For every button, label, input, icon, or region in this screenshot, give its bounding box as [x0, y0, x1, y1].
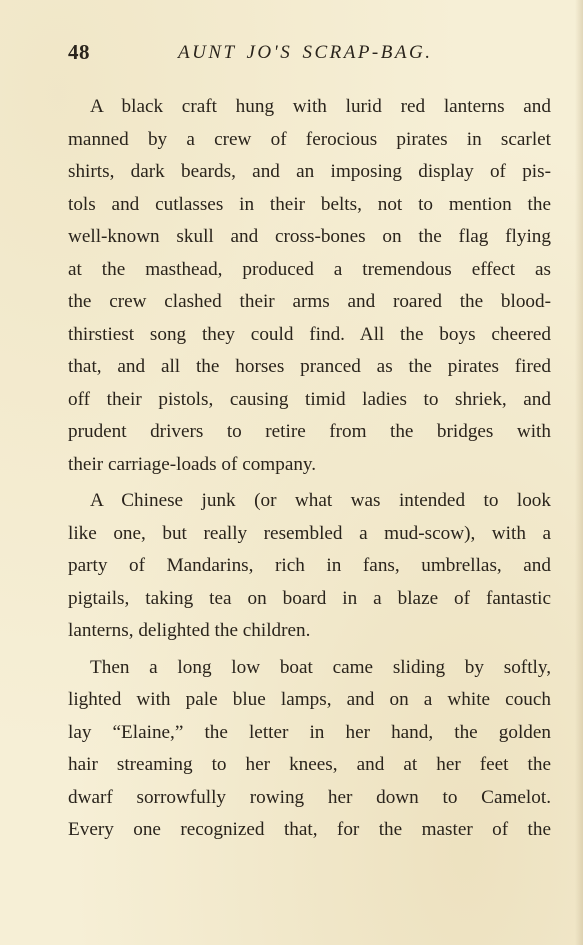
text-line: lay “Elaine,” the letter in her hand, the golden — [68, 721, 551, 743]
text-line: off their pistols, causing timid ladies to shriek, and — [68, 388, 551, 410]
text-line: well-known skull and cross-bones on the flag flying — [68, 226, 551, 247]
paragraph-pirates — [68, 91, 551, 481]
text-line: hair streaming to her knees, and at her feet the — [68, 754, 551, 775]
text-line: tols and cutlasses in their belts, not to mention the — [68, 193, 551, 215]
text-line: dwarf sorrowfully rowing her down to Camelot. — [68, 786, 551, 808]
text-line: at the masthead, produced a tremendous effect as — [68, 258, 551, 280]
text-line: Then a long low boat came sliding by softly, — [90, 656, 551, 678]
text-line: the crew clashed their arms and roared the blood- — [68, 291, 551, 312]
body-text — [68, 91, 551, 847]
running-title: AUNT JO'S SCRAP-BAG. — [178, 42, 433, 63]
paragraph-elaine — [68, 652, 551, 847]
page-edge-shadow — [575, 0, 583, 945]
text-line: lighted with pale blue lamps, and on a white couch — [68, 689, 551, 710]
text-line: their carriage-loads of company. — [68, 453, 317, 475]
text-line: shirts, dark beards, and an imposing display of pis- — [68, 161, 551, 182]
running-head — [68, 40, 548, 68]
text-line: like one, but really resembled a mud-scow), with a — [68, 522, 551, 544]
text-line: that, and all the horses pranced as the pirates fired — [68, 356, 551, 377]
text-line: thirstiest song they could find. All the boys cheered — [68, 323, 551, 345]
text-line: Every one recognized that, for the master of the — [68, 819, 551, 840]
text-line: manned by a crew of ferocious pirates in scarlet — [68, 128, 551, 150]
text-line: party of Mandarins, rich in fans, umbrellas, and — [68, 555, 551, 576]
text-line: A Chinese junk (or what was intended to look — [90, 490, 551, 511]
text-line: lanterns, delighted the children. — [68, 620, 311, 641]
page-number: 48 — [68, 40, 90, 64]
text-line: pigtails, taking tea on board in a blaze of fantastic — [68, 587, 551, 609]
text-line: A black craft hung with lurid red lanterns and — [90, 96, 551, 117]
paragraph-chinese-junk — [68, 485, 551, 648]
text-line: prudent drivers to retire from the bridges with — [68, 421, 551, 442]
